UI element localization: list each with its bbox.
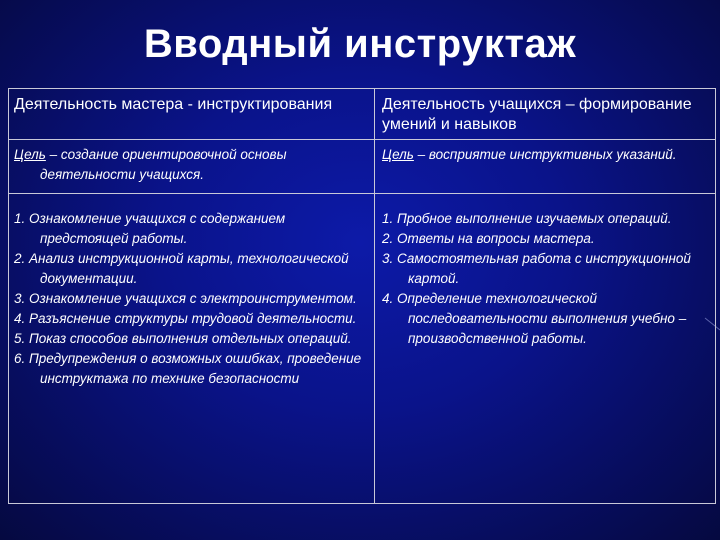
- list-item: 4. Определение технологической последовательности выполнения учебно – производственной работы.: [382, 291, 687, 346]
- list-item: 4. Разъяснение структуры трудовой деятельности.: [14, 311, 357, 326]
- goal-master-label: Цель: [14, 147, 46, 162]
- master-activity-list: [14, 209, 369, 389]
- list-item: 3. Ознакомление учащихся с электроинструментом.: [14, 291, 357, 306]
- list-item: 3. Самостоятельная работа с инструкционной картой.: [382, 251, 691, 286]
- list-item: 1. Ознакомление учащихся с содержанием предстоящей работы.: [14, 211, 286, 246]
- list-item: 6. Предупреждения о возможных ошибках, проведение инструктажа по технике безопасности: [14, 351, 362, 386]
- goal-students: [382, 145, 712, 165]
- list-item: 2. Анализ инструкционной карты, технологической документации.: [14, 251, 349, 286]
- list-item: 5. Показ способов выполнения отдельных операций.: [14, 331, 352, 346]
- comparison-table: [8, 88, 716, 504]
- header-master: Деятельность мастера - инструктирования: [14, 96, 333, 113]
- goal-master: [14, 145, 369, 185]
- header-students: Деятельность учащихся – формирование умений и навыков: [382, 96, 692, 133]
- header-divider: [9, 139, 715, 140]
- column-divider: [374, 89, 375, 503]
- page-title: Вводный инструктаж: [143, 22, 577, 66]
- goal-students-label: Цель: [382, 147, 414, 162]
- student-activity-list: [382, 209, 712, 349]
- list-item: 1. Пробное выполнение изучаемых операций.: [382, 211, 672, 226]
- list-item: 2. Ответы на вопросы мастера.: [382, 231, 595, 246]
- goal-master-text: – создание ориентировочной основы деятельности учащихся.: [40, 147, 287, 182]
- goal-divider: [9, 193, 715, 194]
- goal-students-text: – восприятие инструктивных указаний.: [413, 147, 677, 162]
